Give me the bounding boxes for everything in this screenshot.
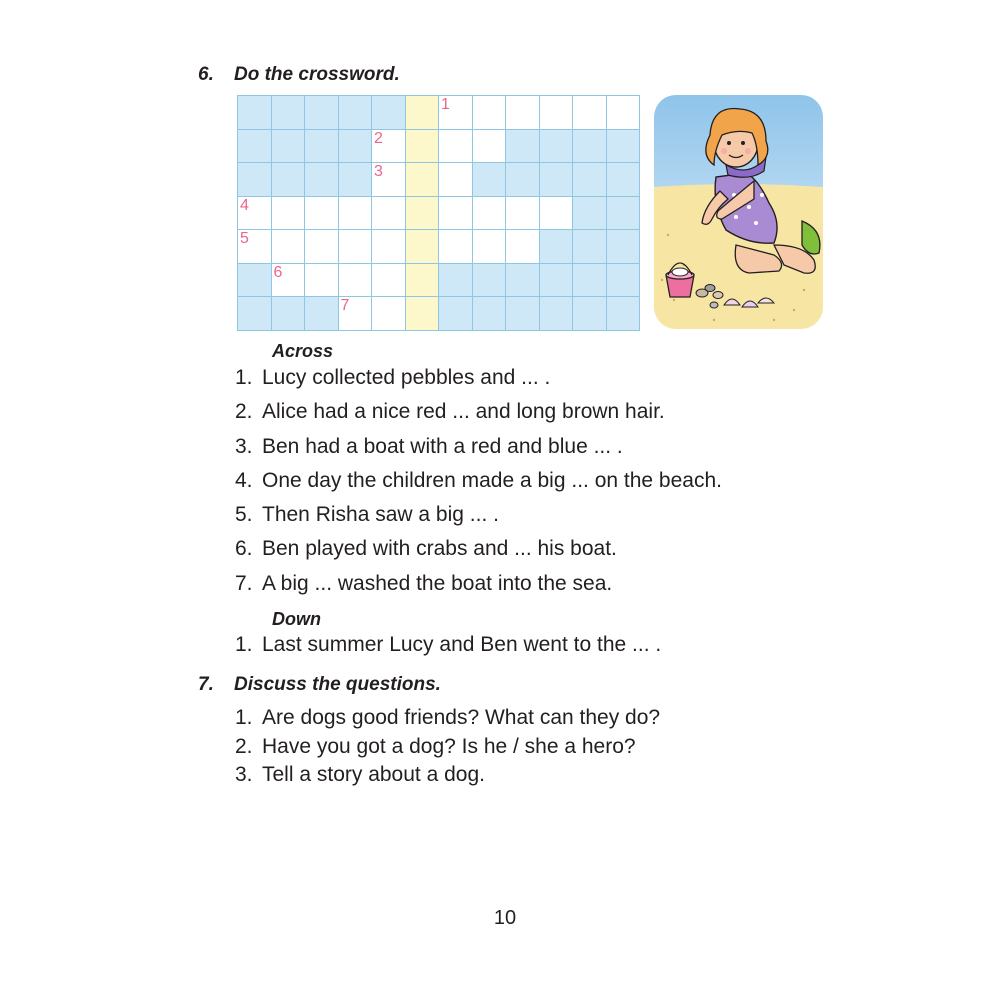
across-clue [235, 435, 722, 469]
grid-cell-blank [305, 96, 339, 130]
grid-cell-blank [573, 197, 607, 231]
grid-cell [238, 230, 272, 264]
grid-cell [372, 264, 406, 298]
grid-cell [372, 130, 406, 164]
grid-cell [473, 230, 507, 264]
grid-cell-blank [439, 297, 473, 331]
beach-girl-illustration [654, 95, 823, 329]
grid-cell-blank [540, 264, 574, 298]
grid-cell-blank [506, 163, 540, 197]
grid-cell [506, 230, 540, 264]
grid-cell-blank [272, 96, 306, 130]
grid-cell [439, 96, 473, 130]
discussion-question-list [235, 706, 660, 792]
grid-cell [406, 230, 440, 264]
page-number: 10 [493, 907, 517, 929]
grid-cell-blank [473, 264, 507, 298]
grid-cell-blank [372, 96, 406, 130]
discussion-question-number: 1. [235, 706, 253, 729]
grid-cell [607, 96, 641, 130]
grid-cell-blank [573, 230, 607, 264]
grid-cell-blank [238, 130, 272, 164]
grid-cell [439, 130, 473, 164]
grid-cell-blank [540, 297, 574, 331]
clue-number: 4 [240, 196, 249, 214]
grid-cell-blank [506, 130, 540, 164]
grid-cell-blank [238, 264, 272, 298]
grid-cell [473, 96, 507, 130]
grid-cell [406, 163, 440, 197]
grid-cell-blank [607, 264, 641, 298]
grid-cell-blank [607, 163, 641, 197]
grid-cell-blank [506, 264, 540, 298]
grid-cell-blank [473, 163, 507, 197]
grid-cell-blank [473, 297, 507, 331]
discussion-question-text: Tell a story about a dog. [262, 763, 485, 786]
across-clue [235, 537, 722, 571]
grid-cell [339, 197, 373, 231]
grid-cell-blank [607, 230, 641, 264]
grid-cell-blank [573, 163, 607, 197]
across-clue [235, 572, 722, 606]
across-clue-text: Lucy collected pebbles and ... . [262, 366, 551, 389]
discussion-question-text: Have you got a dog? Is he / she a hero? [262, 734, 636, 758]
across-clue-text: Ben played with crabs and ... his boat. [262, 537, 617, 561]
discussion-question [235, 763, 660, 792]
grid-cell [439, 230, 473, 264]
grid-cell-blank [506, 297, 540, 331]
grid-cell [406, 264, 440, 298]
grid-cell-blank [339, 96, 373, 130]
grid-cell [238, 197, 272, 231]
exercise-7-number: 7. [198, 674, 214, 695]
across-clue [235, 503, 722, 537]
grid-cell-blank [305, 163, 339, 197]
grid-cell-blank [339, 130, 373, 164]
grid-cell [473, 197, 507, 231]
grid-cell-blank [573, 297, 607, 331]
exercise-6-title: Do the crossword. [234, 64, 400, 85]
grid-cell [339, 297, 373, 331]
grid-cell [406, 197, 440, 231]
across-clue [235, 366, 722, 400]
grid-cell-blank [540, 230, 574, 264]
across-heading: Across [272, 341, 334, 361]
across-clue-text: Alice had a nice red ... and long brown hair. [262, 400, 665, 424]
clue-number: 5 [240, 230, 249, 247]
grid-cell [439, 163, 473, 197]
clue-number: 1 [441, 96, 450, 113]
across-clue-text: A big ... washed the boat into the sea. [262, 571, 613, 595]
grid-cell [506, 96, 540, 130]
grid-cell [272, 230, 306, 264]
grid-cell-blank [607, 197, 641, 231]
discussion-question [235, 706, 660, 735]
exercise-6-number: 6. [198, 64, 214, 85]
down-clue-text: Last summer Lucy and Ben went to the ... . [262, 633, 662, 656]
across-clue-number: 5. [235, 503, 253, 527]
clue-number: 7 [340, 297, 350, 314]
grid-cell [540, 96, 574, 130]
grid-cell-blank [272, 130, 306, 164]
grid-cell-blank [573, 264, 607, 298]
grid-cell-blank [272, 163, 306, 197]
across-clue-text: One day the children made a big ... on the beach. [262, 468, 722, 492]
crossword-grid [237, 95, 640, 331]
across-clue-text: Ben had a boat with a red and blue ... . [262, 434, 623, 458]
grid-cell [372, 197, 406, 231]
across-clue-number: 6. [235, 537, 253, 561]
grid-cell-blank [305, 297, 339, 331]
grid-cell-blank [540, 163, 574, 197]
clue-number: 2 [374, 129, 383, 147]
grid-cell-blank [573, 130, 607, 164]
grid-cell [272, 197, 306, 231]
exercise-7-heading [198, 674, 441, 696]
across-clue [235, 400, 722, 434]
grid-cell-blank [607, 130, 641, 164]
grid-cell [372, 230, 406, 264]
across-clue-number: 1. [235, 366, 253, 389]
grid-cell-blank [339, 163, 373, 197]
across-clue-text: Then Risha saw a big ... . [262, 503, 499, 527]
exercise-7-title: Discuss the questions. [234, 674, 441, 695]
grid-cell [473, 130, 507, 164]
grid-cell-blank [607, 297, 641, 331]
grid-cell [272, 264, 306, 298]
grid-cell-blank [238, 96, 272, 130]
discussion-question-number: 3. [235, 763, 253, 786]
grid-cell [506, 197, 540, 231]
grid-cell [540, 197, 574, 231]
grid-cell [439, 197, 473, 231]
grid-cell-blank [305, 130, 339, 164]
discussion-question-text: Are dogs good friends? What can they do? [262, 706, 661, 729]
grid-cell [406, 130, 440, 164]
down-clue-number: 1. [235, 633, 253, 656]
grid-cell [372, 297, 406, 331]
grid-cell [305, 197, 339, 231]
grid-cell [339, 230, 373, 264]
grid-cell [339, 264, 373, 298]
across-clue-number: 3. [235, 434, 253, 458]
across-clue-number: 4. [235, 468, 253, 492]
exercise-6-heading [198, 64, 400, 86]
grid-cell-blank [439, 264, 473, 298]
down-heading: Down [272, 609, 321, 629]
grid-cell [305, 264, 339, 298]
grid-cell-blank [238, 163, 272, 197]
clue-number: 6 [273, 263, 283, 281]
clue-number: 3 [374, 163, 383, 180]
grid-cell-blank [238, 297, 272, 331]
across-clue-number: 7. [235, 571, 253, 595]
across-clue [235, 469, 722, 503]
across-clue-number: 2. [235, 400, 253, 424]
grid-cell-blank [272, 297, 306, 331]
grid-cell [305, 230, 339, 264]
grid-cell [406, 96, 440, 130]
grid-cell [406, 297, 440, 331]
grid-cell [372, 163, 406, 197]
down-clue-list [235, 633, 661, 657]
grid-cell [573, 96, 607, 130]
down-clue [235, 633, 661, 657]
discussion-question [235, 735, 660, 764]
across-clue-list [235, 366, 722, 606]
grid-cell-blank [540, 130, 574, 164]
discussion-question-number: 2. [235, 734, 253, 758]
